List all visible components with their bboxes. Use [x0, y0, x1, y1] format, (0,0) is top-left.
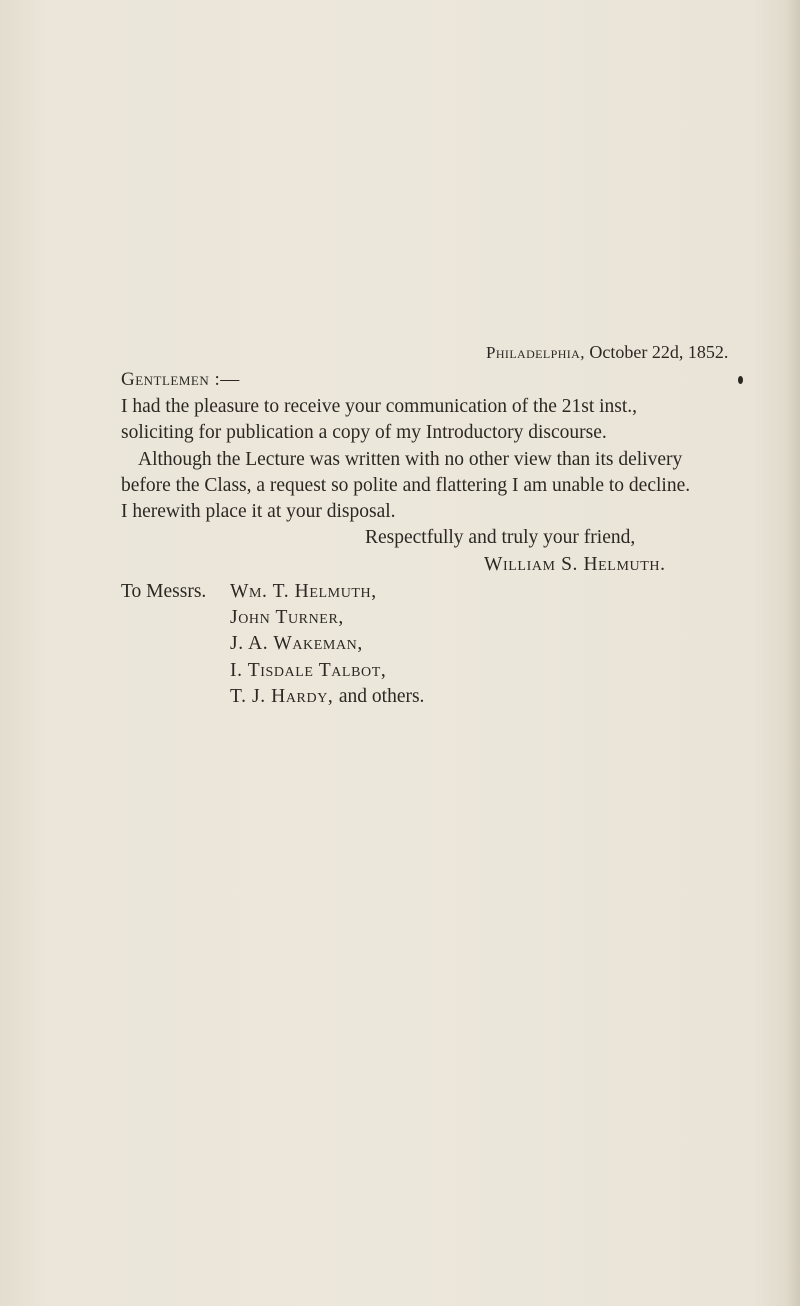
body-line-1: I had the pleasure to receive your communication of the 21st inst., [121, 396, 638, 417]
addressee-2: John Turner, [230, 607, 344, 628]
addressee-5 [230, 685, 424, 709]
addressee-5-name: T. J. Hardy, [230, 686, 334, 707]
margin-mark [738, 376, 743, 384]
address-suffix: and others. [338, 686, 425, 707]
signer: William S. Helmuth. [484, 554, 666, 575]
salutation: Gentlemen :— [121, 369, 240, 390]
body-line-5: I herewith place it at your disposal. [121, 501, 396, 522]
dateline [486, 340, 728, 365]
body-line-4: before the Class, a request so polite and flattering I am unable to decline. [121, 475, 691, 496]
page-edge-shadow [786, 0, 800, 1306]
dateline-date: October 22d, 1852. [589, 342, 729, 362]
addressee-4: I. Tisdale Talbot, [230, 660, 387, 681]
addressee-1: Wm. T. Helmuth, [230, 581, 377, 602]
closing: Respectfully and truly your friend, [365, 527, 636, 548]
addressee-3: J. A. Wakeman, [230, 633, 363, 654]
dateline-place: Philadelphia, [486, 343, 585, 362]
address-prefix: To Messrs. [121, 581, 207, 602]
body-line-3: Although the Lecture was written with no other view than its delivery [138, 449, 683, 470]
body-line-2: soliciting for publication a copy of my Introductory discourse. [121, 422, 607, 443]
